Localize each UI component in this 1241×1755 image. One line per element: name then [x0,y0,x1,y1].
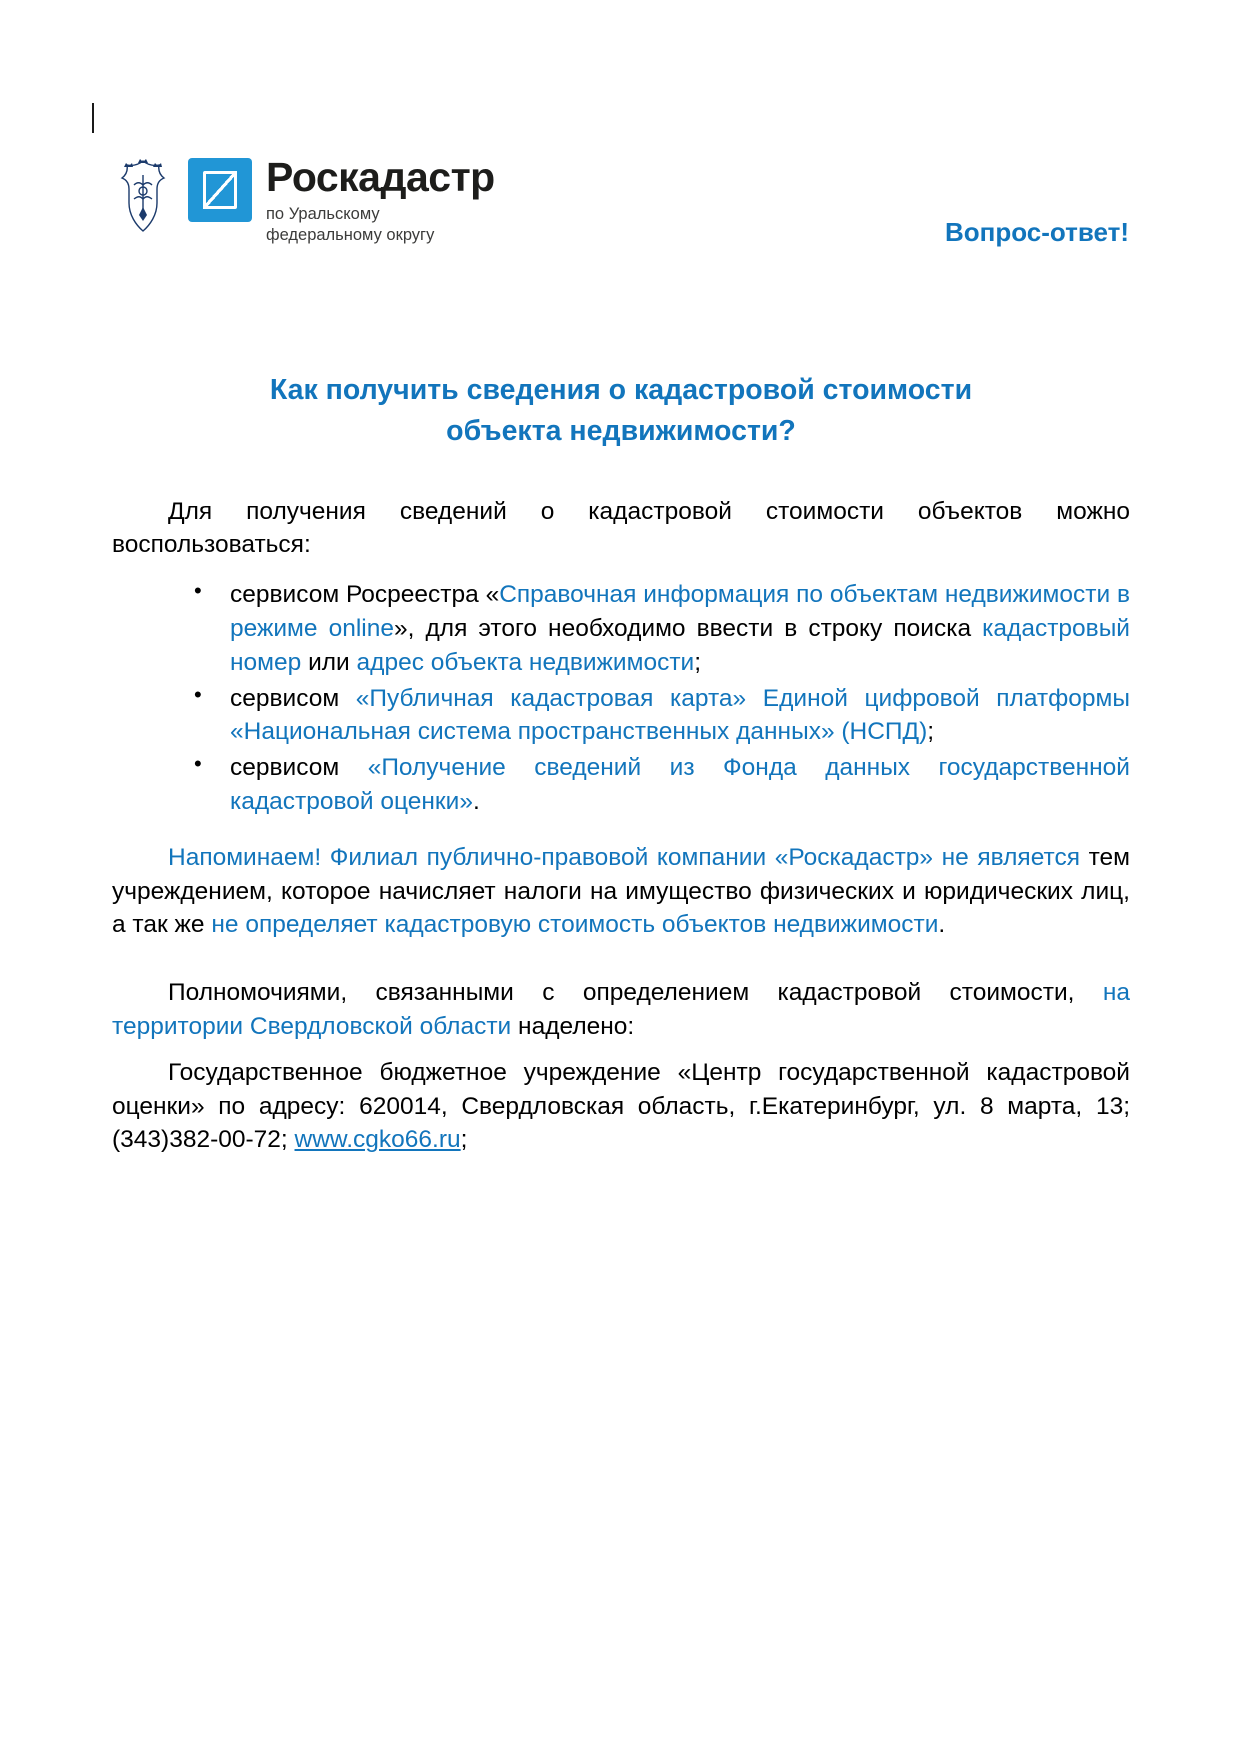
bullet-1-link-1[interactable]: Справочная информация по объектам недвижимости в режиме online [230,581,1130,643]
page-title-line2: объекта недвижимости? [446,415,796,448]
bullet-1-link-3[interactable]: адрес объекта недвижимости [356,648,695,676]
intro-paragraph: Для получения сведений о кадастровой стоимости объектов можно воспользоваться: [112,497,1130,559]
page-title-line1: Как получить сведения о кадастровой стоимости [269,374,973,406]
brand-subtitle-line2: федеральному округу [266,225,435,244]
cgko-website-link[interactable]: www.cgko66.ru [294,1126,461,1154]
authority-black-2: наделено: [511,1012,635,1040]
bullet-3-text-2: . [472,788,480,815]
bullet-1-text-4: ; [694,648,702,676]
reminder-blue-1: Напоминаем! Филиал публично-правовой компании «Роскадастр» не является [168,843,1080,871]
brand-subtitle [266,204,495,245]
list-item [230,751,1130,819]
document-body [112,370,1130,1169]
reminder-black-1: тем учреждением, которое начисляет налоги на имущество физических и юридических лиц, а так же [112,843,1130,939]
authority-black-1: Полномочиями, связанными с определением кадастровой стоимости, [168,979,1103,1007]
authority-paragraph [112,976,1130,1044]
organization-text: Государственное бюджетное учреждение «Центр государственной кадастровой оценки» по адресу: 620014, Свердловская область, г.Екатеринбург, ул. 8 марта, 13; (343)382-00-72; [112,1058,1130,1154]
bullet-3-text-1: сервисом [230,754,368,782]
paragraph-spacer [112,954,1130,976]
bullet-1-text-1: сервисом Росреестра « [230,581,500,609]
brand-text [266,155,495,245]
roskadastr-logo-icon [188,158,252,222]
services-list [112,578,1130,819]
coat-of-arms-icon [112,155,174,237]
bullet-1-text-3: или [301,648,357,676]
list-item [230,578,1130,679]
bullet-2-text-2: ; [927,718,935,746]
bullet-3-link-1[interactable]: «Получение сведений из Фонда данных государственной кадастровой оценки» [230,754,1130,815]
list-item [230,682,1130,750]
page-title [112,370,1130,453]
brand-subtitle-line1: по Уральскому [266,205,380,223]
reminder-blue-2: не определяет кадастровую стоимость объектов недвижимости [211,911,939,939]
brand-name: Роскадастр [266,154,495,200]
bullet-2-link-1[interactable]: «Публичная кадастровая карта» Единой цифровой платформы «Национальная система пространственных данных» (НСПД) [230,684,1130,746]
reminder-black-2: . [938,911,946,939]
bullet-1-text-2: », для этого необходимо ввести в строку поиска [393,615,983,643]
bullet-1-link-2[interactable]: кадастровый номер [230,615,1130,676]
header-question-answer-label: Вопрос-ответ! [944,217,1129,247]
reminder-paragraph [112,841,1130,942]
text-cursor [92,103,94,133]
authority-blue-1: на территории Свердловской области [112,979,1130,1040]
bullet-2-text-1: сервисом [230,684,356,712]
organization-tail: ; [460,1126,468,1154]
document-header [112,155,1129,265]
organization-paragraph [112,1056,1130,1157]
